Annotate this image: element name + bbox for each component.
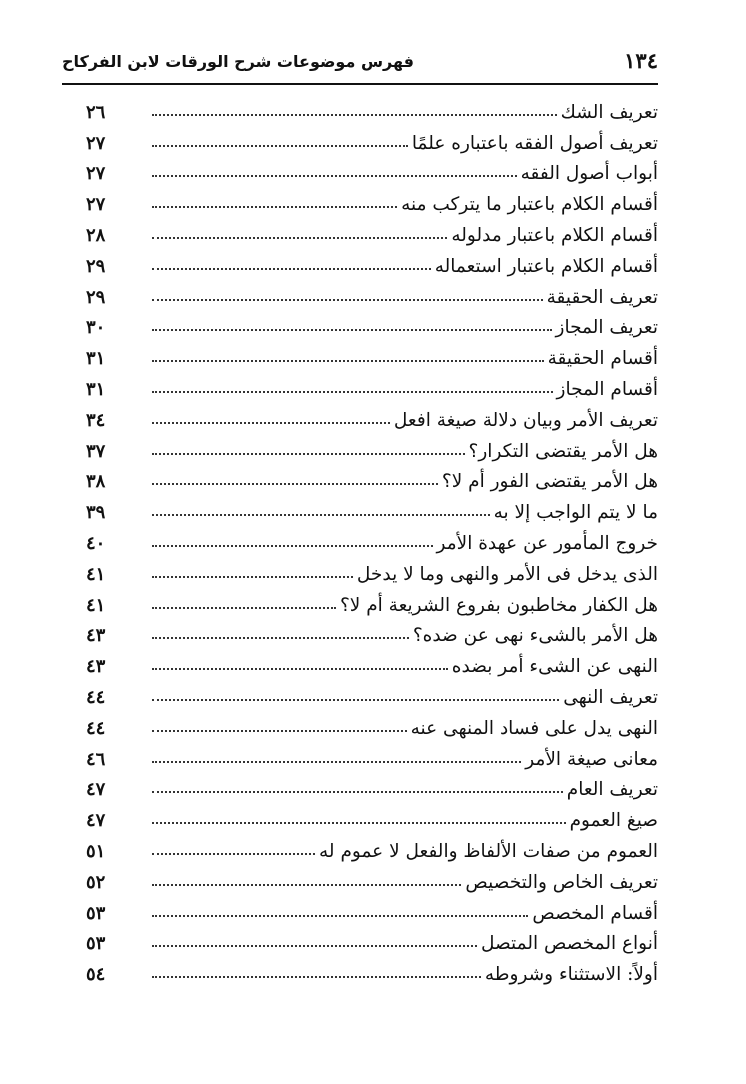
toc-entry — [86, 616, 658, 647]
toc-entry-page-number: ٣١ — [86, 348, 106, 370]
toc-entry — [86, 770, 658, 801]
toc-entry — [86, 646, 658, 677]
dot-leader — [152, 545, 433, 547]
dot-leader — [152, 791, 563, 793]
toc-entry — [86, 800, 658, 831]
dot-leader — [152, 822, 566, 824]
toc-entry-page-number: ٤٦ — [86, 748, 106, 770]
toc-entry — [86, 554, 658, 585]
toc-entry — [86, 893, 658, 924]
toc-entry — [86, 708, 658, 739]
dot-leader — [152, 237, 447, 239]
toc-entry — [86, 677, 658, 708]
toc-entry-title: النهى يدل على فساد المنهى عنه — [410, 717, 658, 739]
toc-entry — [86, 92, 658, 123]
toc-entry-title: تعريف أصول الفقه باعتباره علمًا — [411, 132, 658, 154]
toc-entry — [86, 585, 658, 616]
toc-entry — [86, 338, 658, 369]
dot-leader — [152, 268, 431, 270]
dot-leader — [152, 915, 528, 917]
dot-leader — [152, 668, 448, 670]
toc-entry-page-number: ٥٢ — [86, 871, 106, 893]
toc-entry — [86, 462, 658, 493]
toc-entry-title: تعريف الشك — [560, 101, 658, 123]
toc-entry-page-number: ٤٤ — [86, 686, 106, 708]
toc-entry-page-number: ٥٤ — [86, 964, 106, 986]
toc-entry-title: الذى يدخل فى الأمر والنهى وما لا يدخل — [356, 563, 658, 585]
dot-leader — [152, 114, 557, 116]
toc-entry-title: أقسام الكلام باعتبار استعماله — [434, 255, 658, 277]
toc-entry-page-number: ٥٣ — [86, 933, 106, 955]
toc-entry-page-number: ٤٧ — [86, 810, 106, 832]
toc-entry-page-number: ٢٩ — [86, 255, 106, 277]
dot-leader — [152, 576, 353, 578]
toc-entry-page-number: ٢٧ — [86, 163, 106, 185]
toc-entry-title: أقسام الحقيقة — [547, 348, 658, 370]
toc-entry-title: أقسام الكلام باعتبار ما يتركب منه — [401, 194, 658, 216]
dot-leader — [152, 391, 553, 393]
toc-entry — [86, 492, 658, 523]
dot-leader — [152, 884, 461, 886]
toc-entry-title: هل الأمر يقتضى الفور أم لا؟ — [441, 471, 658, 493]
toc-entry-page-number: ٢٨ — [86, 224, 106, 246]
header-rule — [62, 83, 658, 85]
toc-entry-title: العموم من صفات الألفاظ والفعل لا عموم له — [319, 840, 658, 862]
toc-entry-title: هل الأمر بالشىء نهى عن ضده؟ — [412, 625, 658, 647]
toc-entry-page-number: ٢٦ — [86, 101, 106, 123]
toc-entry-page-number: ٥١ — [86, 840, 106, 862]
page-number: ١٣٤ — [624, 48, 658, 73]
toc-entry-page-number: ٣٧ — [86, 440, 106, 462]
toc-entry-page-number: ٢٧ — [86, 132, 106, 154]
dot-leader — [152, 976, 481, 978]
dot-leader — [152, 145, 408, 147]
toc-entry-title: أقسام المخصص — [532, 902, 658, 924]
toc-entry — [86, 277, 658, 308]
toc-entry-title: تعريف المجاز — [555, 317, 658, 339]
toc-entry — [86, 308, 658, 339]
toc-entry — [86, 431, 658, 462]
dot-leader — [152, 299, 543, 301]
toc-entry-title: تعريف الحقيقة — [546, 286, 658, 308]
dot-leader — [152, 853, 315, 855]
toc-entry-title: هل الأمر يقتضى التكرار؟ — [468, 440, 658, 462]
toc-entry-title: أولاً: الاستثناء وشروطه — [484, 964, 658, 986]
toc-entry — [86, 924, 658, 955]
dot-leader — [152, 453, 465, 455]
toc-entry — [86, 400, 658, 431]
toc-entry-page-number: ٣٤ — [86, 409, 106, 431]
dot-leader — [152, 514, 490, 516]
dot-leader — [152, 761, 521, 763]
toc-entry — [86, 954, 658, 985]
toc-entry-title: أنواع المخصص المتصل — [480, 933, 658, 955]
toc-entry-title: أقسام المجاز — [556, 378, 658, 400]
toc-entry-page-number: ٣٩ — [86, 502, 106, 524]
dot-leader — [152, 637, 409, 639]
dot-leader — [152, 206, 397, 208]
toc-entry-page-number: ٤٣ — [86, 625, 106, 647]
table-of-contents — [86, 92, 658, 985]
toc-entry-page-number: ٣٨ — [86, 471, 106, 493]
dot-leader — [152, 360, 544, 362]
dot-leader — [152, 730, 407, 732]
toc-entry-title: خروج المأمور عن عهدة الأمر — [436, 532, 658, 554]
toc-entry-page-number: ٥٣ — [86, 902, 106, 924]
toc-entry-page-number: ٣١ — [86, 378, 106, 400]
toc-entry — [86, 123, 658, 154]
toc-entry-title: صيغ العموم — [569, 810, 658, 832]
toc-entry-title: تعريف العام — [566, 779, 658, 801]
dot-leader — [152, 422, 390, 424]
toc-entry — [86, 215, 658, 246]
toc-entry — [86, 831, 658, 862]
toc-entry — [86, 184, 658, 215]
toc-entry-page-number: ٢٩ — [86, 286, 106, 308]
toc-entry-title: النهى عن الشىء أمر بضده — [451, 656, 658, 678]
toc-entry-page-number: ٤١ — [86, 563, 106, 585]
dot-leader — [152, 945, 477, 947]
dot-leader — [152, 483, 438, 485]
dot-leader — [152, 175, 517, 177]
toc-entry-title: هل الكفار مخاطبون بفروع الشريعة أم لا؟ — [339, 594, 658, 616]
toc-entry — [86, 246, 658, 277]
toc-entry — [86, 739, 658, 770]
toc-entry-title: تعريف الأمر وبيان دلالة صيغة افعل — [393, 409, 658, 431]
running-title: فهرس موضوعات شرح الورقات لابن الفركاح — [62, 52, 415, 71]
toc-entry-title: أقسام الكلام باعتبار مدلوله — [451, 224, 658, 246]
dot-leader — [152, 699, 559, 701]
toc-entry-page-number: ٤٧ — [86, 779, 106, 801]
toc-entry-page-number: ٢٧ — [86, 194, 106, 216]
toc-entry-title: تعريف النهى — [563, 686, 658, 708]
toc-entry-page-number: ٤١ — [86, 594, 106, 616]
dot-leader — [152, 329, 552, 331]
toc-entry-title: ما لا يتم الواجب إلا به — [493, 502, 658, 524]
dot-leader — [152, 607, 336, 609]
toc-entry-title: تعريف الخاص والتخصيص — [465, 871, 658, 893]
toc-entry — [86, 862, 658, 893]
toc-entry — [86, 154, 658, 185]
toc-entry-page-number: ٤٣ — [86, 656, 106, 678]
page-header — [62, 48, 658, 82]
toc-entry — [86, 369, 658, 400]
toc-entry-title: أبواب أصول الفقه — [520, 163, 658, 185]
toc-entry-page-number: ٣٠ — [86, 317, 106, 339]
toc-entry-title: معانى صيغة الأمر — [525, 748, 658, 770]
toc-entry-page-number: ٤٠ — [86, 532, 106, 554]
toc-entry — [86, 523, 658, 554]
toc-entry-page-number: ٤٤ — [86, 717, 106, 739]
